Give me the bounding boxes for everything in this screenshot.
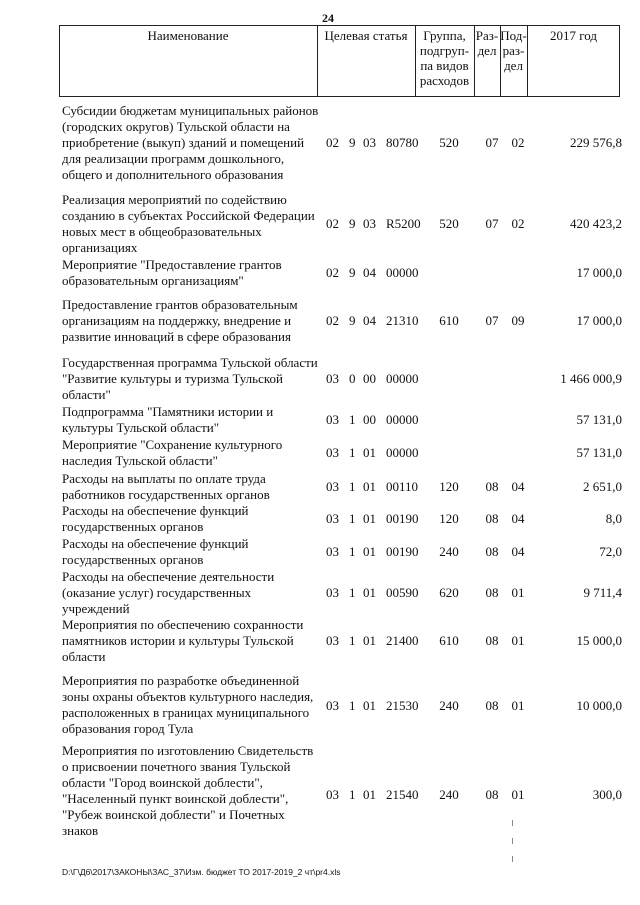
amount-2017: 9 711,4 [583, 585, 622, 600]
target-part-4: 21310 [386, 313, 419, 328]
group-code: 240 [439, 698, 459, 713]
target-part-2: 1 [349, 787, 356, 802]
target-part-3: 01 [363, 544, 376, 559]
section-code: 08 [485, 585, 499, 600]
target-part-2: 0 [349, 371, 356, 386]
amount-2017: 10 000,0 [576, 698, 622, 713]
amount-2017: 8,0 [605, 511, 622, 526]
target-part-3: 00 [363, 412, 376, 427]
target-part-2: 9 [349, 216, 356, 231]
target-part-2: 9 [349, 265, 356, 280]
target-part-1: 02 [326, 216, 339, 231]
row-name: Субсидии бюджетам муниципальных районов (городских округов) Тульской области на приобретение (выкуп) зданий и помещений для реализации программ дошкольного, общего и дополнительного образования [62, 103, 319, 182]
subsection-code: 01 [511, 787, 525, 802]
target-part-1: 03 [326, 544, 339, 559]
subsection-code: 01 [511, 698, 525, 713]
page-number: 24 [322, 11, 334, 25]
target-part-3: 03 [363, 135, 376, 150]
row-name: Расходы на обеспечение деятельности (оказание услуг) государственных учреждений [62, 569, 275, 616]
section-code: 07 [485, 313, 499, 328]
target-part-1: 03 [326, 511, 339, 526]
target-part-1: 02 [326, 265, 339, 280]
target-part-2: 1 [349, 511, 356, 526]
section-code: 08 [485, 479, 499, 494]
target-part-4: 00000 [386, 265, 419, 280]
target-part-2: 1 [349, 585, 356, 600]
subsection-code: 04 [511, 544, 525, 559]
group-code: 610 [439, 313, 459, 328]
row-name: Расходы на обеспечение функций государственных органов [62, 503, 249, 534]
target-part-1: 02 [326, 313, 339, 328]
row-name: Мероприятие "Предоставление грантов образовательным организациям" [62, 257, 282, 288]
amount-2017: 17 000,0 [576, 313, 622, 328]
target-part-4: 00110 [386, 479, 419, 494]
group-code: 520 [439, 135, 459, 150]
amount-2017: 15 000,0 [576, 633, 622, 648]
subsection-code: 02 [511, 135, 525, 150]
target-part-4: 21540 [386, 787, 419, 802]
target-part-3: 01 [363, 698, 376, 713]
target-part-4: 00000 [386, 371, 419, 386]
file-path-footer: D:\Г\Д6\2017\ЗАКОНЫ\ЗАС_37\Изм. бюджет ТО 2017-2019_2 чт\pr4.xls [62, 867, 341, 877]
section-code: 08 [485, 511, 499, 526]
amount-2017: 2 651,0 [583, 479, 622, 494]
header-section: Раз- дел [475, 28, 499, 58]
amount-2017: 72,0 [599, 544, 622, 559]
target-part-2: 9 [349, 135, 356, 150]
target-part-4: 00000 [386, 445, 419, 460]
target-part-2: 1 [349, 698, 356, 713]
group-code: 120 [439, 511, 459, 526]
scan-mark [512, 820, 513, 826]
target-part-2: 1 [349, 633, 356, 648]
target-part-2: 1 [349, 479, 356, 494]
table-header [59, 25, 620, 97]
target-part-4: 21400 [386, 633, 419, 648]
amount-2017: 300,0 [592, 787, 622, 802]
row-name: Мероприятия по обеспечению сохранности памятников истории и культуры Тульской области [62, 617, 304, 664]
row-name: Расходы на выплаты по оплате труда работников государственных органов [62, 471, 270, 502]
group-code: 240 [439, 544, 459, 559]
scan-mark [512, 856, 513, 862]
row-name: Государственная программа Тульской области "Развитие культуры и туризма Тульской области" [62, 355, 318, 402]
target-part-1: 03 [326, 445, 339, 460]
section-code: 08 [485, 544, 499, 559]
target-part-1: 02 [326, 135, 339, 150]
row-name: Мероприятие "Сохранение культурного наследия Тульской области" [62, 437, 283, 468]
section-code: 07 [485, 135, 499, 150]
group-code: 610 [439, 633, 459, 648]
target-part-4: 21530 [386, 698, 419, 713]
target-part-3: 01 [363, 445, 376, 460]
target-part-1: 03 [326, 371, 339, 386]
row-name: Подпрограмма "Памятники истории и культуры Тульской области" [62, 404, 274, 435]
group-code: 520 [439, 216, 459, 231]
target-part-1: 03 [326, 412, 339, 427]
target-part-1: 03 [326, 633, 339, 648]
row-name: Предоставление грантов образовательным организациям на поддержку, внедрение и развитие инноваций в сфере образования [62, 297, 298, 344]
section-code: 07 [485, 216, 499, 231]
row-name: Реализация мероприятий по содействию созданию в субъектах Российской Федерации новых мест в общеобразовательных организациях [62, 192, 315, 255]
subsection-code: 09 [511, 313, 525, 328]
group-code: 240 [439, 787, 459, 802]
target-part-1: 03 [326, 698, 339, 713]
target-part-4: 00590 [386, 585, 419, 600]
amount-2017: 420 423,2 [570, 216, 622, 231]
target-part-1: 03 [326, 479, 339, 494]
row-name: Мероприятия по изготовлению Свидетельств о присвоении почетного звания Тульской области "Город воинской доблести", "Населенный пункт воинской доблести", "Рубеж воинской доблести" и Почетных знаков [62, 743, 314, 838]
header-group: Группа, подгруп- па видов расходов [419, 28, 470, 88]
target-part-3: 04 [363, 313, 376, 328]
subsection-code: 04 [511, 511, 525, 526]
target-part-3: 01 [363, 585, 376, 600]
subsection-code: 01 [511, 633, 525, 648]
target-part-3: 03 [363, 216, 376, 231]
target-part-4: R5200 [386, 216, 421, 231]
target-part-4: 80780 [386, 135, 419, 150]
amount-2017: 1 466 000,9 [560, 371, 622, 386]
section-code: 08 [485, 698, 499, 713]
target-part-1: 03 [326, 585, 339, 600]
header-subsection: Под- раз- дел [500, 28, 527, 73]
target-part-3: 01 [363, 479, 376, 494]
target-part-4: 00190 [386, 544, 419, 559]
amount-2017: 57 131,0 [576, 445, 622, 460]
target-part-2: 9 [349, 313, 356, 328]
amount-2017: 57 131,0 [576, 412, 622, 427]
header-year: 2017 год [550, 28, 597, 43]
target-part-3: 04 [363, 265, 376, 280]
subsection-code: 01 [511, 585, 525, 600]
target-part-3: 00 [363, 371, 376, 386]
target-part-4: 00190 [386, 511, 419, 526]
target-part-2: 1 [349, 544, 356, 559]
target-part-3: 01 [363, 511, 376, 526]
amount-2017: 17 000,0 [576, 265, 622, 280]
group-code: 620 [439, 585, 459, 600]
target-part-1: 03 [326, 787, 339, 802]
amount-2017: 229 576,8 [570, 135, 622, 150]
row-name: Мероприятия по разработке объединенной зоны охраны объектов культурного наследия, расположенных в границах муниципального образования город Тула [62, 673, 314, 736]
row-name: Расходы на обеспечение функций государственных органов [62, 536, 249, 567]
group-code: 120 [439, 479, 459, 494]
header-target: Целевая статья [324, 28, 408, 43]
target-part-2: 1 [349, 412, 356, 427]
section-code: 08 [485, 633, 499, 648]
header-name: Наименование [147, 28, 229, 43]
section-code: 08 [485, 787, 499, 802]
subsection-code: 02 [511, 216, 525, 231]
target-part-3: 01 [363, 787, 376, 802]
subsection-code: 04 [511, 479, 525, 494]
target-part-2: 1 [349, 445, 356, 460]
scan-mark [512, 838, 513, 844]
target-part-3: 01 [363, 633, 376, 648]
target-part-4: 00000 [386, 412, 419, 427]
